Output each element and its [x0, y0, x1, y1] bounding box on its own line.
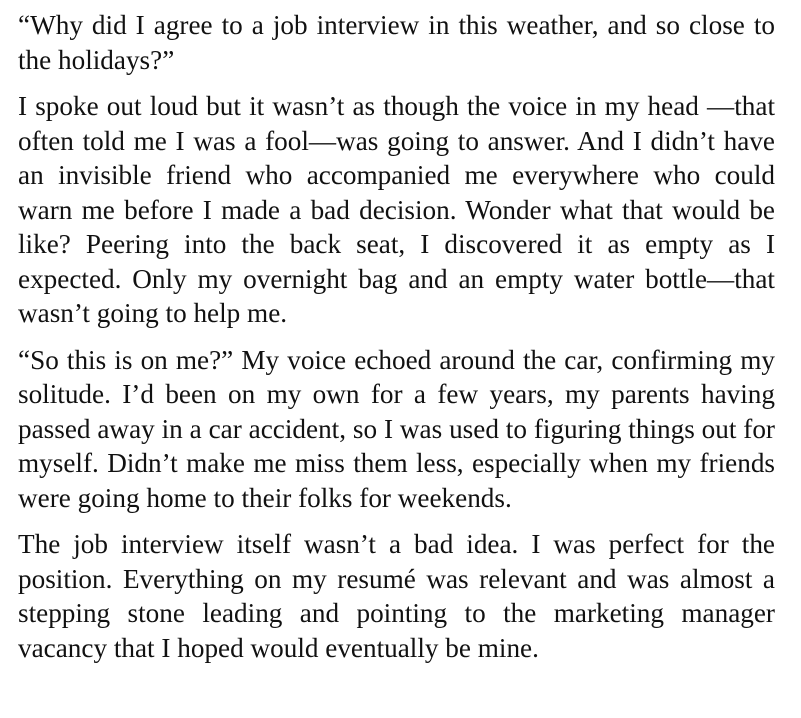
paragraph-1: “Why did I agree to a job interview in this weather, and so close to the holidays?” [18, 10, 775, 75]
paragraph-3: “So this is on me?” My voice echoed around the car, confirming my solitude. I’d been on my own for a few years, my parents having passed away in a car accident, so I was used to figuring things out for myself. Didn’t make me miss them less, especially when my friends were going home to their folks for weekends. [18, 344, 775, 513]
paragraph-4: The job interview itself wasn’t a bad idea. I was perfect for the position. Everything on my resumé was relevant and was almost a stepping stone leading and pointing to the marketing manager vacancy that I hoped would eventually be mine. [18, 529, 775, 663]
paragraph-2: I spoke out loud but it wasn’t as though the voice in my head —that often told me I was a fool—was going to answer. And I didn’t have an invisible friend who accompanied me everywhere who could warn me before I made a bad decision. Wonder what that would be like? Peering into the back seat, I discovered it as empty as I expected. Only my overnight bag and an empty water bottle—that wasn’t going to help me. [18, 91, 775, 328]
